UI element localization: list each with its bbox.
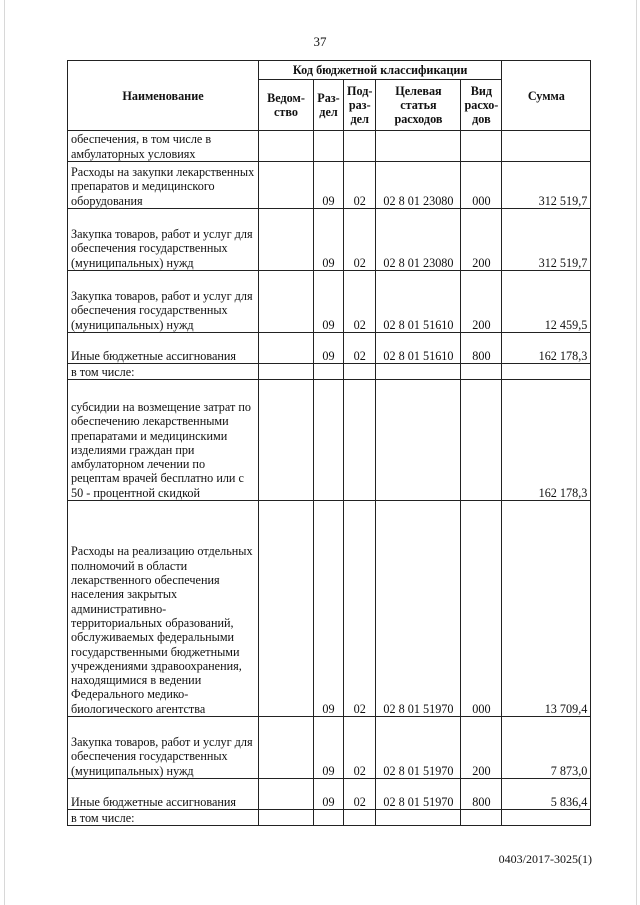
row-expense-type: 000 <box>461 162 502 209</box>
document-code: 0403/2017-3025(1) <box>498 852 592 866</box>
table-row <box>68 717 591 779</box>
row-sum: 312 519,7 <box>502 162 591 209</box>
row-target-article: 02 8 01 51610 <box>376 333 461 364</box>
row-name: Закупка товаров, работ и услуг для обеспечения государственных (муниципальных) нужд <box>68 717 259 779</box>
row-podrazdel: 02 <box>344 271 376 333</box>
row-sum: 12 459,5 <box>502 271 591 333</box>
row-vedomstvo <box>259 717 314 779</box>
row-expense-type: 200 <box>461 717 502 779</box>
row-razdel <box>314 131 344 162</box>
row-vedomstvo <box>259 779 314 810</box>
row-razdel <box>314 364 344 380</box>
row-podrazdel <box>344 131 376 162</box>
row-expense-type: 000 <box>461 501 502 717</box>
row-vedomstvo <box>259 810 314 826</box>
row-target-article <box>376 131 461 162</box>
page-number: 37 <box>313 34 327 49</box>
row-target-article <box>376 380 461 501</box>
row-target-article: 02 8 01 51970 <box>376 779 461 810</box>
row-razdel: 09 <box>314 271 344 333</box>
row-expense-type: 200 <box>461 209 502 271</box>
row-name: Расходы на реализацию отдельных полномочий в области лекарственного обеспечения населения закрытых административно-территориальных образований, обслуживаемых федеральными государственными бюджетными учреждениями здравоохранения, находящимися в ведении Федерального медико-биологического агентства <box>68 501 259 717</box>
row-razdel: 09 <box>314 162 344 209</box>
row-podrazdel: 02 <box>344 717 376 779</box>
row-vedomstvo <box>259 333 314 364</box>
table-row <box>68 364 591 380</box>
table-row <box>68 779 591 810</box>
row-target-article: 02 8 01 51610 <box>376 271 461 333</box>
row-vedomstvo <box>259 209 314 271</box>
row-sum: 5 836,4 <box>502 779 591 810</box>
row-target-article: 02 8 01 23080 <box>376 162 461 209</box>
row-name: Закупка товаров, работ и услуг для обеспечения государственных (муниципальных) нужд <box>68 271 259 333</box>
row-razdel <box>314 380 344 501</box>
row-sum <box>502 810 591 826</box>
row-razdel: 09 <box>314 717 344 779</box>
row-sum <box>502 364 591 380</box>
row-podrazdel <box>344 364 376 380</box>
table-row <box>68 810 591 826</box>
row-vedomstvo <box>259 131 314 162</box>
row-expense-type: 800 <box>461 779 502 810</box>
header-vedomstvo: Ведом-ство <box>259 80 314 131</box>
row-sum: 162 178,3 <box>502 333 591 364</box>
row-name: Иные бюджетные ассигнования <box>68 333 259 364</box>
table-row <box>68 209 591 271</box>
table-row <box>68 131 591 162</box>
row-razdel: 09 <box>314 333 344 364</box>
table-row <box>68 162 591 209</box>
row-sum: 13 709,4 <box>502 501 591 717</box>
row-expense-type: 800 <box>461 333 502 364</box>
row-target-article <box>376 810 461 826</box>
row-sum: 162 178,3 <box>502 380 591 501</box>
header-target-article: Целевая статья расходов <box>376 80 461 131</box>
row-podrazdel: 02 <box>344 779 376 810</box>
row-vedomstvo <box>259 162 314 209</box>
row-vedomstvo <box>259 271 314 333</box>
row-podrazdel: 02 <box>344 162 376 209</box>
row-target-article <box>376 364 461 380</box>
row-expense-type <box>461 810 502 826</box>
row-vedomstvo <box>259 380 314 501</box>
table-row <box>68 380 591 501</box>
row-expense-type: 200 <box>461 271 502 333</box>
row-name: Закупка товаров, работ и услуг для обеспечения государственных (муниципальных) нужд <box>68 209 259 271</box>
row-razdel: 09 <box>314 779 344 810</box>
row-podrazdel: 02 <box>344 501 376 717</box>
row-razdel: 09 <box>314 209 344 271</box>
budget-table <box>67 60 591 826</box>
row-target-article: 02 8 01 23080 <box>376 209 461 271</box>
row-expense-type <box>461 380 502 501</box>
row-podrazdel <box>344 380 376 501</box>
header-sum: Сумма <box>502 61 591 131</box>
header-razdel: Раз-дел <box>314 80 344 131</box>
table-row <box>68 271 591 333</box>
row-sum <box>502 131 591 162</box>
row-name: в том числе: <box>68 364 259 380</box>
row-razdel: 09 <box>314 501 344 717</box>
row-name: Иные бюджетные ассигнования <box>68 779 259 810</box>
table-row <box>68 333 591 364</box>
scan-edge-right <box>636 0 637 905</box>
row-podrazdel <box>344 810 376 826</box>
row-name: субсидии на возмещение затрат по обеспечению лекарственными препаратами и медицинскими изделиями граждан при амбулаторном лечении по рецептам врачей бесплатно или с 50 - процентной скидкой <box>68 380 259 501</box>
row-sum: 7 873,0 <box>502 717 591 779</box>
row-podrazdel: 02 <box>344 333 376 364</box>
header-name: Наименование <box>68 61 259 131</box>
header-expense-type: Вид расхо-дов <box>461 80 502 131</box>
scan-edge-left <box>4 0 5 905</box>
row-razdel <box>314 810 344 826</box>
row-target-article: 02 8 01 51970 <box>376 501 461 717</box>
row-name: Расходы на закупки лекарственных препаратов и медицинского оборудования <box>68 162 259 209</box>
row-expense-type <box>461 131 502 162</box>
header-classification-group: Код бюджетной классификации <box>259 61 502 80</box>
header-podrazdel: Под-раз-дел <box>344 80 376 131</box>
table-row <box>68 501 591 717</box>
row-vedomstvo <box>259 364 314 380</box>
row-target-article: 02 8 01 51970 <box>376 717 461 779</box>
row-name: обеспечения, в том числе в амбулаторных условиях <box>68 131 259 162</box>
row-expense-type <box>461 364 502 380</box>
row-name: в том числе: <box>68 810 259 826</box>
row-vedomstvo <box>259 501 314 717</box>
row-podrazdel: 02 <box>344 209 376 271</box>
row-sum: 312 519,7 <box>502 209 591 271</box>
